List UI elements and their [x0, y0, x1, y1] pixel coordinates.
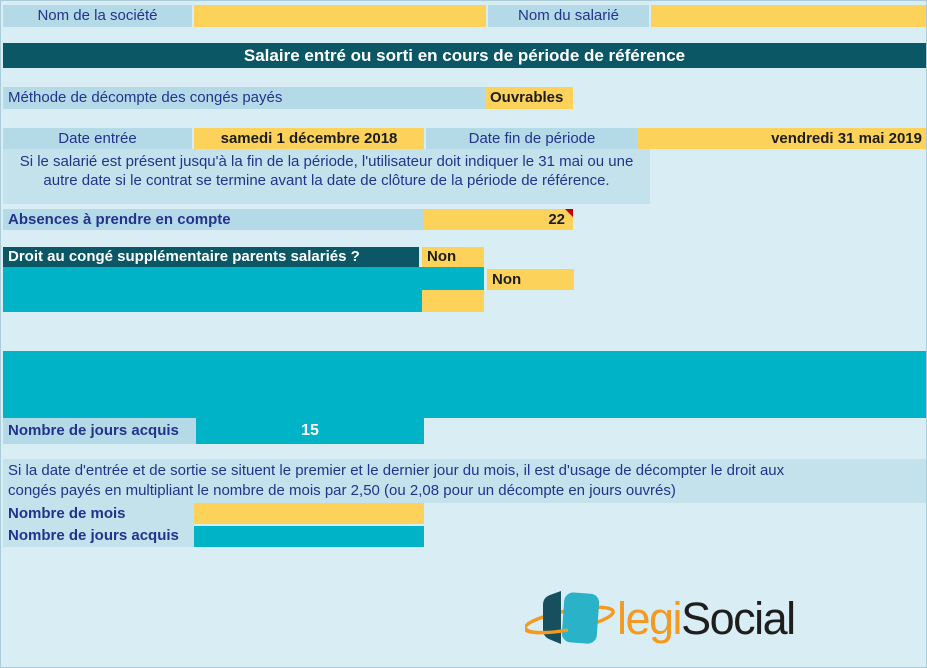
company-name-label: Nom de la société	[3, 5, 192, 27]
acquired-days2-label: Nombre de jours acquis	[8, 527, 179, 544]
entry-date-label: Date entrée	[3, 128, 192, 149]
absences-cell[interactable]	[424, 209, 573, 230]
period-note-line1: Si le salarié est présent jusqu'à la fin de la période, l'utilisateur doit indiquer le 31 mai ou une	[19, 153, 634, 170]
legisocial-logo-text	[617, 587, 795, 651]
absences-label: Absences à prendre en compte	[3, 209, 424, 230]
monthly-method-note-line2: congés payés en multipliant le nombre de mois par 2,50 (ou 2,08 pour un décompte en jours ouvrés)	[8, 482, 676, 499]
logo-text-social: Social	[681, 593, 795, 644]
acquired-days-label: Nombre de jours acquis	[3, 418, 196, 444]
comment-indicator	[565, 209, 573, 217]
monthly-method-note	[3, 459, 926, 503]
employee-name-input[interactable]	[651, 5, 926, 27]
legisocial-logo-icon	[525, 586, 617, 652]
months-count-input[interactable]	[194, 503, 424, 524]
extra-leave-secondary-cell[interactable]: Non	[487, 269, 574, 290]
extra-leave-answer-cell[interactable]: Non	[422, 247, 484, 267]
method-value-cell[interactable]: Ouvrables	[485, 87, 573, 109]
period-end-label: Date fin de période	[426, 128, 638, 149]
page-title: Salaire entré ou sorti en cours de période de référence	[3, 43, 926, 68]
entry-date-cell[interactable]: samedi 1 décembre 2018	[194, 128, 424, 149]
acquired-days2-value-cell	[194, 526, 424, 547]
company-name-input[interactable]	[194, 5, 486, 27]
monthly-method-label-strip	[3, 503, 194, 547]
method-label: Méthode de décompte des congés payés	[3, 87, 485, 109]
monthly-method-note-line1: Si la date d'entrée et de sortie se situent le premier et le dernier jour du mois, il est d'usage de décompter le droit aux	[8, 462, 785, 479]
months-count-label: Nombre de mois	[8, 505, 126, 522]
extra-leave-label: Droit au congé supplémentaire parents salariés ?	[3, 247, 419, 267]
period-note-line2: autre date si le contrat se termine avant la date de clôture de la période de référence.	[43, 172, 610, 189]
period-note	[3, 149, 650, 204]
period-end-cell[interactable]: vendredi 31 mai 2019	[638, 128, 926, 149]
result-band	[3, 351, 926, 418]
logo-text-legi: legi	[617, 593, 682, 644]
employee-name-label: Nom du salarié	[488, 5, 649, 27]
acquired-days-value-cell: 15	[196, 418, 424, 444]
extra-leave-result-band-bottom	[3, 290, 422, 312]
extra-leave-extra-cell[interactable]	[422, 290, 484, 312]
legisocial-logo	[525, 585, 795, 653]
extra-leave-result-band-top	[3, 267, 484, 290]
absences-value: 22	[548, 211, 565, 228]
